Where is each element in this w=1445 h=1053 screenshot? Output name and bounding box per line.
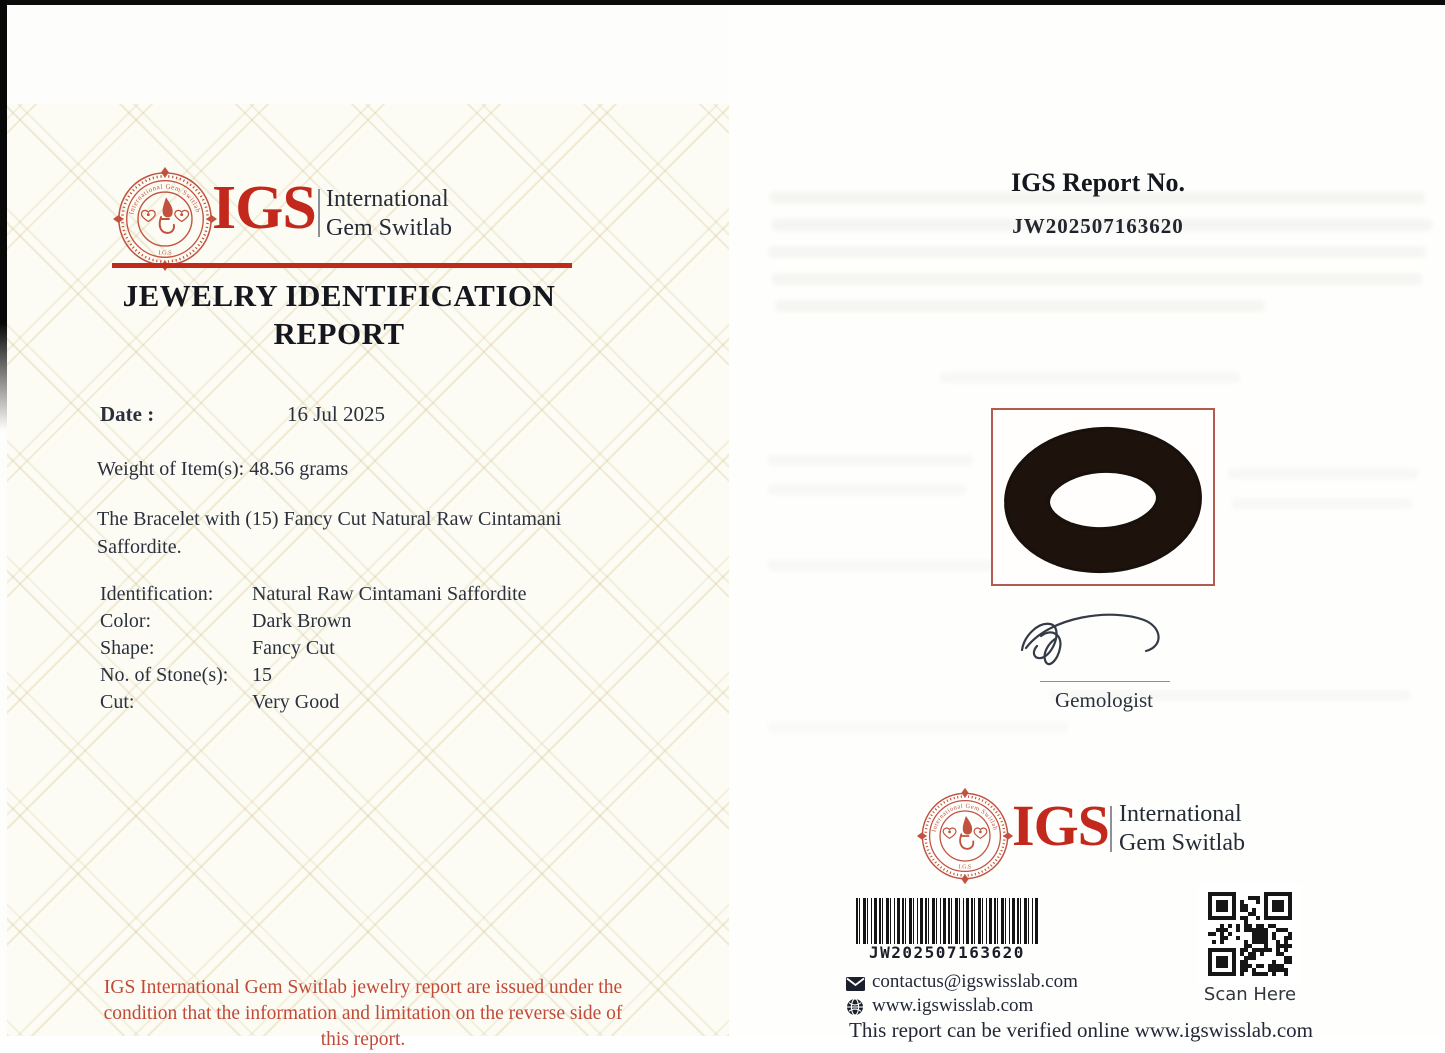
contact-email: contactus@igswisslab.com bbox=[872, 971, 1078, 992]
gemologist-signature bbox=[1008, 606, 1183, 684]
verify-line: This report can be verified online www.igswisslab.com bbox=[849, 1018, 1314, 1042]
qr-finder bbox=[1208, 892, 1236, 920]
attr-value-identification: Natural Raw Cintamani Saffordite bbox=[252, 583, 527, 605]
footer-disclaimer-line2: condition that the information and limitation on the reverse side of bbox=[103, 1003, 623, 1024]
qr-pad bbox=[1198, 884, 1302, 984]
title-rule bbox=[112, 263, 572, 268]
gemologist-label: Gemologist bbox=[1055, 688, 1153, 712]
description-line2: Saffordite. bbox=[97, 536, 182, 558]
signature-line bbox=[1040, 681, 1170, 682]
bleed-through-artifact bbox=[1228, 468, 1418, 479]
scan-edge-left bbox=[0, 0, 7, 430]
brand-name-line2: Gem Switlab bbox=[1119, 830, 1245, 856]
logo-divider bbox=[318, 189, 320, 237]
attr-label-stones: No. of Stone(s): bbox=[100, 664, 229, 686]
attr-label-identification: Identification: bbox=[100, 583, 214, 605]
brand-name-line1: International bbox=[1119, 801, 1242, 827]
bleed-through-artifact bbox=[768, 246, 1426, 258]
attr-label-color: Color: bbox=[100, 610, 152, 632]
email-icon bbox=[846, 977, 865, 991]
attr-value-color: Dark Brown bbox=[252, 610, 352, 632]
igs-seal-logo bbox=[112, 166, 218, 272]
brand-name-line2: Gem Switlab bbox=[326, 215, 452, 241]
bleed-through-artifact bbox=[1232, 498, 1412, 509]
qr-finder bbox=[1264, 892, 1292, 920]
attr-label-shape: Shape: bbox=[100, 637, 155, 659]
brand-name-line1: International bbox=[326, 186, 449, 212]
contact-web: www.igswisslab.com bbox=[872, 995, 1034, 1016]
document-title-line1: JEWELRY IDENTIFICATION bbox=[122, 278, 556, 313]
report-no-value: JW202507163620 bbox=[1012, 214, 1184, 238]
bleed-through-artifact bbox=[772, 219, 1432, 231]
report-no-label: IGS Report No. bbox=[1010, 168, 1186, 197]
scan-here-label: Scan Here bbox=[1203, 984, 1297, 1005]
footer-disclaimer-line3: this report. bbox=[320, 1029, 406, 1050]
weight-line: Weight of Item(s): 48.56 grams bbox=[97, 458, 349, 480]
document-title-line2: REPORT bbox=[273, 316, 405, 351]
brand-acronym: IGS bbox=[1012, 793, 1109, 858]
bracelet-photo bbox=[993, 410, 1213, 584]
attr-label-cut: Cut: bbox=[100, 691, 135, 713]
footer-disclaimer-line1: IGS International Gem Switlab jewelry report are issued under the bbox=[103, 977, 623, 998]
jewelry-photo-frame bbox=[991, 408, 1215, 586]
bleed-through-artifact bbox=[770, 192, 1425, 204]
bleed-through-artifact bbox=[772, 273, 1422, 285]
attr-value-stones: 15 bbox=[252, 664, 272, 686]
brand-acronym: IGS bbox=[212, 174, 316, 242]
bleed-through-artifact bbox=[768, 484, 966, 495]
date-value: 16 Jul 2025 bbox=[287, 402, 386, 426]
logo-divider bbox=[1110, 806, 1112, 852]
igs-seal-logo bbox=[916, 787, 1014, 885]
qr-code bbox=[1208, 892, 1292, 976]
scan-edge-top bbox=[0, 0, 1445, 5]
attr-value-shape: Fancy Cut bbox=[252, 637, 335, 659]
qr-finder bbox=[1208, 948, 1236, 976]
bleed-through-artifact bbox=[768, 455, 973, 466]
description-line1: The Bracelet with (15) Fancy Cut Natural Raw Cintamani bbox=[97, 508, 562, 530]
bleed-through-artifact bbox=[775, 300, 1265, 312]
date-label: Date : bbox=[100, 402, 155, 426]
barcode-number: JW202507163620 bbox=[869, 943, 1025, 962]
bleed-through-artifact bbox=[940, 372, 1240, 383]
bleed-through-artifact bbox=[768, 560, 1008, 571]
barcode bbox=[856, 898, 1040, 944]
attr-value-cut: Very Good bbox=[252, 691, 340, 713]
globe-icon bbox=[847, 999, 863, 1015]
bleed-through-artifact bbox=[768, 722, 1068, 733]
